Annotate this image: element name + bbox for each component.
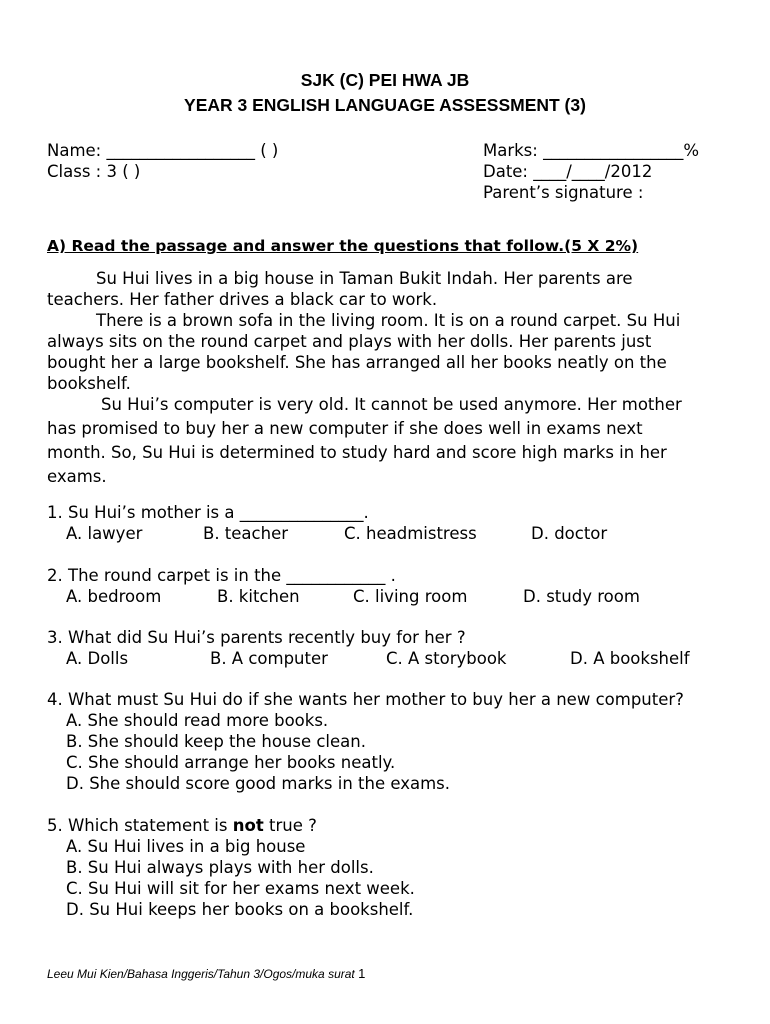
question-text: 2. The round carpet is in the ____________ . <box>47 566 396 585</box>
page-footer <box>47 966 365 981</box>
marks-field-line: Marks: _________________% <box>483 141 700 160</box>
answer-option: C. living room <box>353 587 468 606</box>
answer-option: B. teacher <box>203 524 289 543</box>
parent-signature-line: Parent’s signature : <box>483 183 644 202</box>
answer-option: B. kitchen <box>217 587 300 606</box>
question-text <box>47 816 317 836</box>
passage-line: Su Hui lives in a big house in Taman Bukit Indah. Her parents are <box>96 269 633 288</box>
answer-option: C. She should arrange her books neatly. <box>66 753 396 772</box>
answer-option: A. bedroom <box>66 587 162 606</box>
answer-option: D. A bookshelf <box>570 649 690 668</box>
answer-option: D. Su Hui keeps her books on a bookshelf. <box>66 900 414 919</box>
question-text: 1. Su Hui’s mother is a _______________. <box>47 503 369 522</box>
passage-line: bookshelf. <box>47 374 131 393</box>
answer-option: C. headmistress <box>344 524 477 543</box>
school-name: SJK (C) PEI HWA JB <box>300 70 470 90</box>
question-text-part: 5. Which statement is <box>47 816 233 835</box>
answer-option: D. doctor <box>531 524 608 543</box>
class-field-line: Class : 3 ( ) <box>47 162 141 181</box>
passage-line: Su Hui’s computer is very old. It cannot be used anymore. Her mother <box>101 395 682 414</box>
question-text: 4. What must Su Hui do if she wants her mother to buy her a new computer? <box>47 690 684 709</box>
passage-line: There is a brown sofa in the living room. It is on a round carpet. Su Hui <box>96 311 681 330</box>
answer-option: A. Su Hui lives in a big house <box>66 837 306 856</box>
name-field-line: Name: __________________ ( ) <box>47 141 279 160</box>
passage-line: bought her a large bookshelf. She has arranged all her books neatly on the <box>47 353 667 372</box>
answer-option: A. Dolls <box>66 649 129 668</box>
answer-option: B. She should keep the house clean. <box>66 732 366 751</box>
answer-option: D. study room <box>523 587 640 606</box>
page-number: 1 <box>358 966 366 981</box>
answer-option: A. She should read more books. <box>66 711 329 730</box>
page-title: YEAR 3 ENGLISH LANGUAGE ASSESSMENT (3) <box>184 95 586 115</box>
question-emphasis: not <box>232 816 264 835</box>
answer-option: D. She should score good marks in the exams. <box>66 774 451 793</box>
passage-line: teachers. Her father drives a black car to work. <box>47 290 438 309</box>
passage-line: has promised to buy her a new computer if she does well in exams next <box>47 419 643 438</box>
answer-option: C. A storybook <box>386 649 507 668</box>
footer-text: Leeu Mui Kien/Bahasa Inggeris/Tahun 3/Ogos/muka surat <box>47 967 359 981</box>
section-a-heading: A) Read the passage and answer the questions that follow.(5 X 2%) <box>47 237 639 255</box>
passage-line: exams. <box>47 467 107 486</box>
answer-option: B. Su Hui always plays with her dolls. <box>66 858 374 877</box>
answer-option: C. Su Hui will sit for her exams next week. <box>66 879 415 898</box>
question-text: 3. What did Su Hui’s parents recently buy for her ? <box>47 628 466 647</box>
answer-option: B. A computer <box>210 649 328 668</box>
passage-line: always sits on the round carpet and plays with her dolls. Her parents just <box>47 332 652 351</box>
answer-option: A. lawyer <box>66 524 143 543</box>
passage-line: month. So, Su Hui is determined to study hard and score high marks in her <box>47 443 667 462</box>
date-field-line: Date: ____/____/2012 <box>483 162 653 181</box>
question-text-part: true ? <box>263 816 317 835</box>
